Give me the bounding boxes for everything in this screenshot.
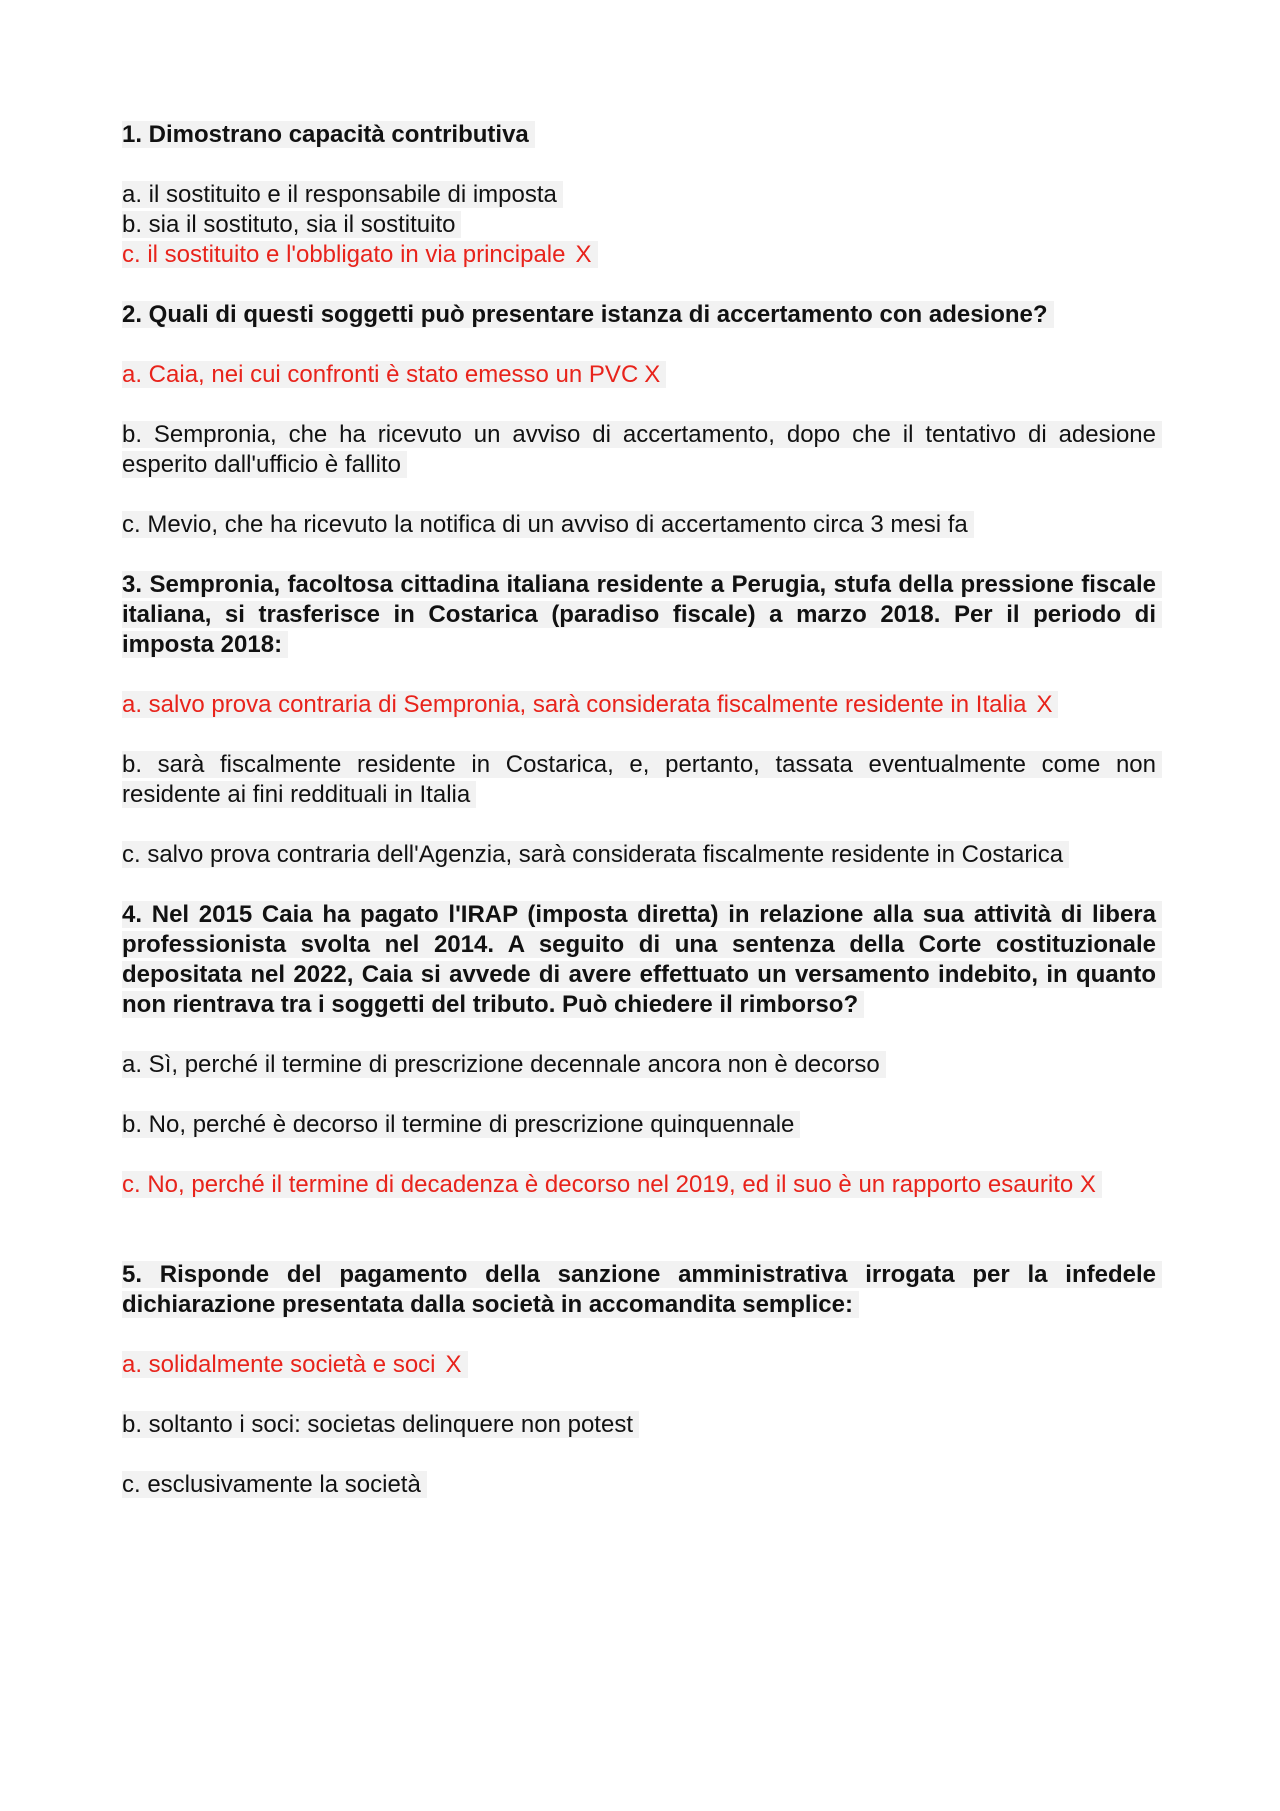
quiz-document xyxy=(122,120,1162,1500)
question-2 xyxy=(122,300,1162,540)
option-label: a. solidalmente società e soci xyxy=(122,1351,436,1378)
question-2-text xyxy=(122,300,1162,330)
question-2-option-c xyxy=(122,510,1162,540)
option-text xyxy=(122,1171,1102,1198)
question-3 xyxy=(122,570,1162,870)
question-3-option-b xyxy=(122,750,1162,810)
question-4-option-c-correct xyxy=(122,1170,1162,1200)
option-text: b. soltanto i soci: societas delinquere non potest xyxy=(122,1411,639,1438)
question-1-option-a xyxy=(122,180,1162,210)
option-text: a. Sì, perché il termine di prescrizione decennale ancora non è decorso xyxy=(122,1051,886,1078)
question-1-text xyxy=(122,120,1162,150)
option-text: c. salvo prova contraria dell'Agenzia, sarà considerata fiscalmente residente in Costarica xyxy=(122,841,1069,868)
option-text: b. Sempronia, che ha ricevuto un avviso di accertamento, dopo che il tentativo di adesione esperito dall'ufficio è fallito xyxy=(122,421,1162,478)
question-2-option-a-correct xyxy=(122,360,1162,390)
correct-mark: X xyxy=(445,1351,462,1378)
correct-mark: X xyxy=(1036,691,1053,718)
question-3-text xyxy=(122,570,1162,660)
question-5-text xyxy=(122,1260,1162,1320)
option-label: c. il sostituito e l'obbligato in via principale xyxy=(122,241,566,268)
option-text: b. sarà fiscalmente residente in Costarica, e, pertanto, tassata eventualmente come non residente ai fini reddituali in Italia xyxy=(122,751,1162,808)
question-5-text-span: 5. Risponde del pagamento della sanzione amministrativa irrogata per la infedele dichiarazione presentata dalla società in accomandita semplice: xyxy=(122,1261,1162,1318)
question-1 xyxy=(122,120,1162,270)
option-text xyxy=(122,1351,468,1378)
option-text xyxy=(122,691,1058,718)
option-label: a. Caia, nei cui confronti è stato emesso un PVC xyxy=(122,361,639,388)
question-3-text-span: 3. Sempronia, facoltosa cittadina italiana residente a Perugia, stufa della pressione fiscale italiana, si trasferisce in Costarica (paradiso fiscale) a marzo 2018. Per il periodo di imposta 2018: xyxy=(122,571,1162,658)
question-2-text-span: 2. Quali di questi soggetti può presentare istanza di accertamento con adesione? xyxy=(122,301,1054,328)
option-label: a. salvo prova contraria di Sempronia, sarà considerata fiscalmente residente in Italia xyxy=(122,691,1027,718)
option-text: c. Mevio, che ha ricevuto la notifica di un avviso di accertamento circa 3 mesi fa xyxy=(122,511,974,538)
question-2-option-b xyxy=(122,420,1162,480)
question-4 xyxy=(122,900,1162,1200)
question-1-option-b xyxy=(122,210,1162,240)
option-label: c. No, perché il termine di decadenza è decorso nel 2019, ed il suo è un rapporto esaurito xyxy=(122,1171,1074,1198)
correct-mark: X xyxy=(644,361,661,388)
question-3-option-a-correct xyxy=(122,690,1162,720)
option-text xyxy=(122,361,666,388)
option-text: a. il sostituito e il responsabile di imposta xyxy=(122,181,563,208)
question-1-text-span: 1. Dimostrano capacità contributiva xyxy=(122,121,535,148)
question-5-option-a-correct xyxy=(122,1350,1162,1380)
question-4-text xyxy=(122,900,1162,1020)
option-text: c. esclusivamente la società xyxy=(122,1471,427,1498)
option-text: b. sia il sostituto, sia il sostituito xyxy=(122,211,461,238)
correct-mark: X xyxy=(575,241,592,268)
question-5 xyxy=(122,1260,1162,1500)
question-4-text-span: 4. Nel 2015 Caia ha pagato l'IRAP (imposta diretta) in relazione alla sua attività di libera professionista svolta nel 2014. A seguito di una sentenza della Corte costituzionale depositata nel 2022, Caia si avvede di avere effettuato un versamento indebito, in quanto non rientrava tra i soggetti del tributo. Può chiedere il rimborso? xyxy=(122,901,1162,1018)
option-text xyxy=(122,241,598,268)
question-4-option-a xyxy=(122,1050,1162,1080)
correct-mark: X xyxy=(1079,1171,1096,1198)
option-text: b. No, perché è decorso il termine di prescrizione quinquennale xyxy=(122,1111,800,1138)
question-3-option-c xyxy=(122,840,1162,870)
question-5-option-c xyxy=(122,1470,1162,1500)
question-4-option-b xyxy=(122,1110,1162,1140)
question-1-option-c-correct xyxy=(122,240,1162,270)
question-5-option-b xyxy=(122,1410,1162,1440)
